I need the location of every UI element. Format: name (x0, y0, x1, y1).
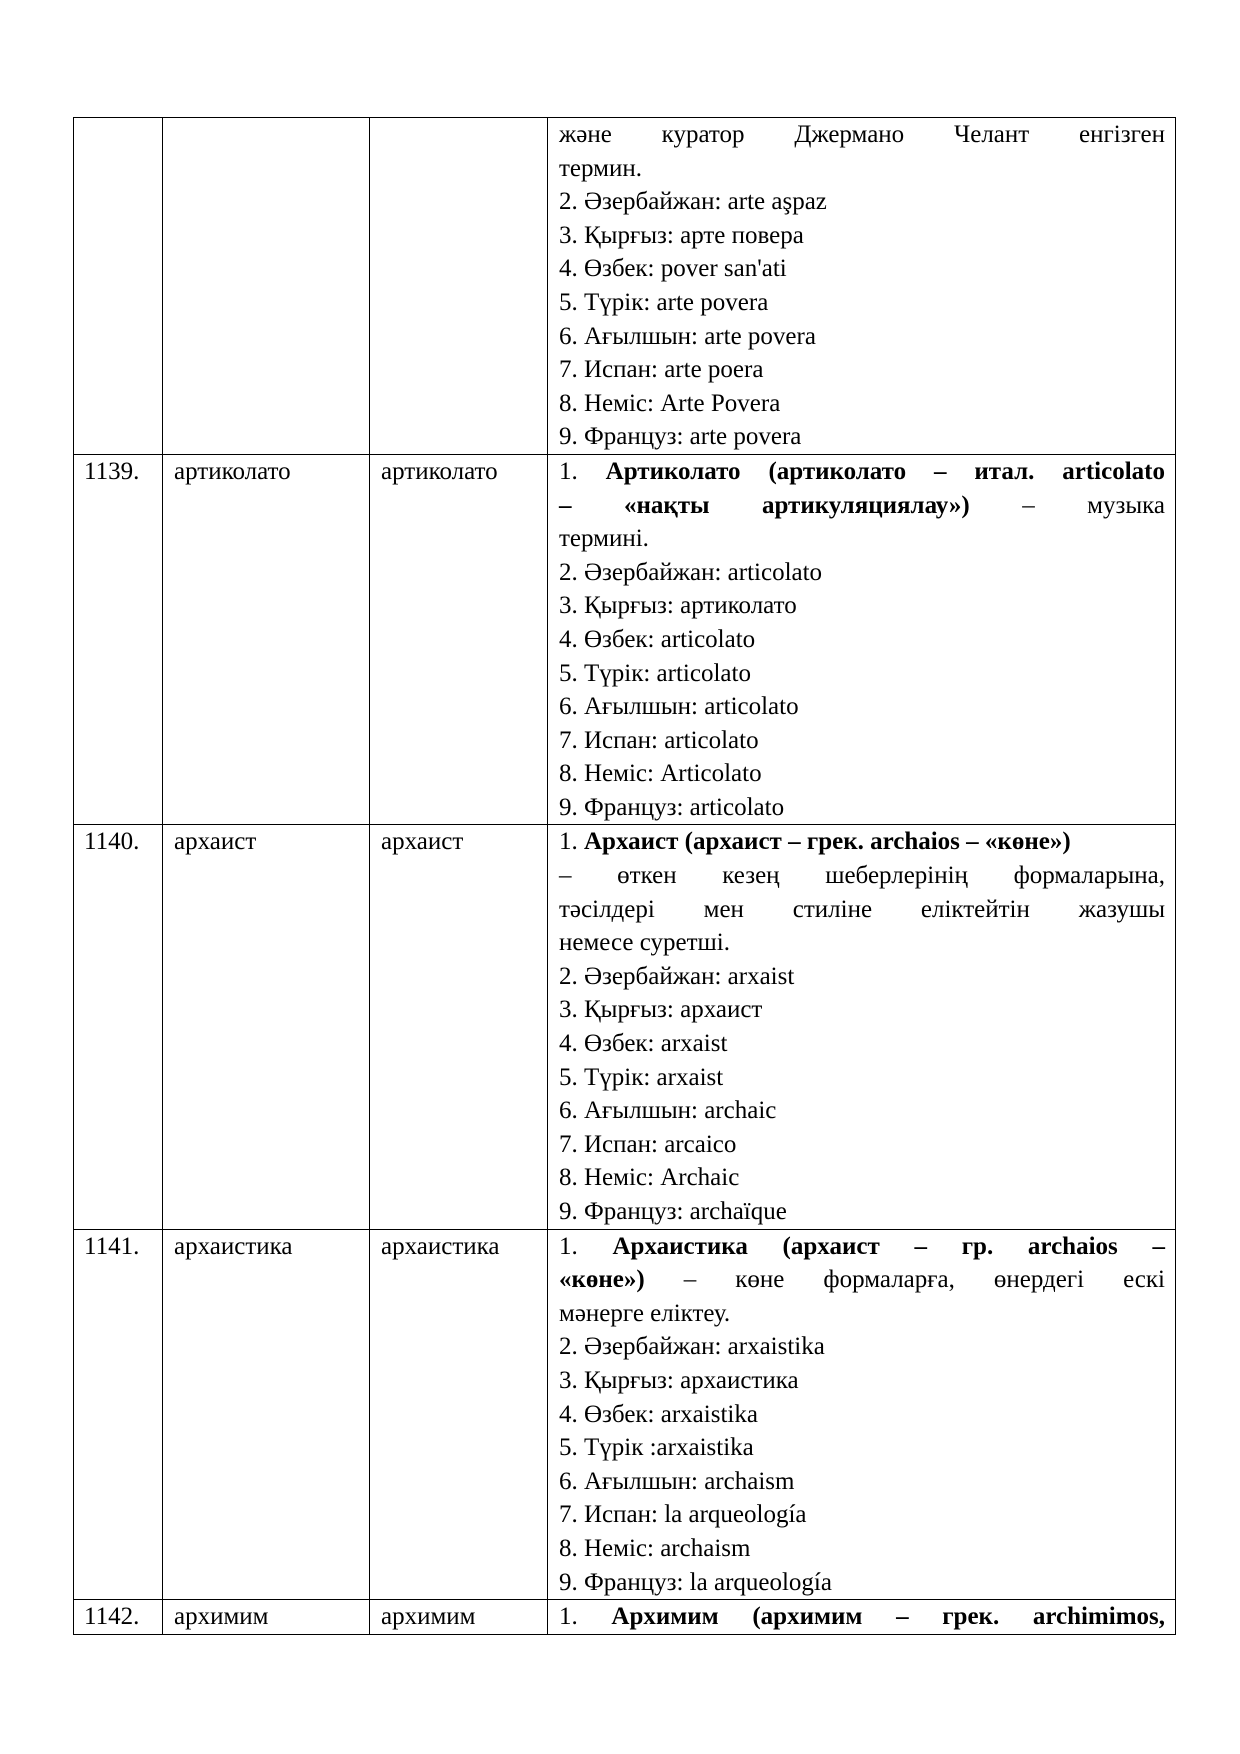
term-kazakh (163, 118, 370, 455)
definition-headword: Архимим (архимим – грек. archimimos, (611, 1603, 1166, 1631)
translation-line: 5. Түрік: arxaist (559, 1063, 724, 1091)
term-kazakh: архаистика (163, 1229, 370, 1600)
entry-number: 1142. (74, 1600, 163, 1635)
translation-line: 2. Әзербайжан: arxaist (559, 962, 795, 990)
definition-index: 1. (559, 1232, 613, 1260)
translation-line: 5. Түрік: arte povera (559, 288, 769, 316)
definition-line (559, 893, 1165, 927)
translation-line: 5. Түрік :arxaistika (559, 1434, 754, 1462)
translation-line: 3. Қырғыз: артиколато (559, 592, 797, 620)
definition-cell (548, 825, 1176, 1229)
translation-line: 8. Неміс: Articolato (559, 760, 762, 788)
term-russian: архаист (370, 825, 548, 1229)
definition-headword: Архаист (архаист – грек. archaios – «көне») (584, 828, 1071, 856)
term-russian (370, 118, 548, 455)
definition-line (559, 926, 1165, 960)
definition-cell (548, 118, 1176, 455)
term-russian: архимим (370, 1600, 548, 1635)
entry-number (74, 118, 163, 455)
definition-text: – өткен кезең шеберлерінің формаларына, (559, 862, 1165, 890)
translation-line: 2. Әзербайжан: articolato (559, 558, 823, 586)
translation-line: 4. Өзбек: arxaistika (559, 1400, 758, 1428)
translation-line: 6. Ағылшын: articolato (559, 693, 799, 721)
definition-headword: Архаистика (архаист – гр. archaios – (612, 1232, 1165, 1260)
translation-line: 7. Испан: arte poera (559, 356, 764, 384)
definition-index: 1. (559, 1603, 612, 1631)
entry-number: 1139. (74, 454, 163, 825)
translation-line: 4. Өзбек: pover san'ati (559, 255, 787, 283)
translation-line: 7. Испан: arcaico (559, 1130, 737, 1158)
definition-cell (548, 1229, 1176, 1600)
entry-number: 1140. (74, 825, 163, 1229)
definition-headword: «көне») (559, 1266, 645, 1294)
definition-index: 1. (559, 457, 606, 485)
translation-line: 8. Неміс: archaism (559, 1534, 751, 1562)
translation-line: 7. Испан: la arqueología (559, 1501, 807, 1529)
definition-text: термині. (559, 525, 649, 553)
table-row (74, 118, 1176, 455)
term-kazakh: артиколато (163, 454, 370, 825)
translation-line: 3. Қырғыз: архаист (559, 996, 763, 1024)
definition-headword: Артиколато (артиколато – итал. articolato (605, 457, 1165, 485)
translation-line: 3. Қырғыз: арте повера (559, 221, 804, 249)
definition-line (559, 1600, 1165, 1634)
definition-line (559, 522, 1165, 556)
definition-cell (548, 1600, 1176, 1635)
definition-text: – көне формаларға, өнердегі ескі (644, 1266, 1165, 1294)
term-kazakh: архимим (163, 1600, 370, 1635)
definition-line (559, 455, 1165, 489)
definition-text: мәнерге еліктеу. (559, 1299, 731, 1327)
translation-line: 2. Әзербайжан: arxaistika (559, 1333, 825, 1361)
translation-line: 7. Испан: articolato (559, 726, 759, 754)
translation-line: 6. Ағылшын: arte povera (559, 322, 816, 350)
table-row (74, 1600, 1176, 1635)
definition-line (559, 489, 1165, 523)
table-row (74, 454, 1176, 825)
term-russian: архаистика (370, 1229, 548, 1600)
table-row (74, 1229, 1176, 1600)
definition-line (559, 825, 1165, 859)
term-kazakh: архаист (163, 825, 370, 1229)
definition-line (559, 1263, 1165, 1297)
terminology-table (73, 117, 1176, 1635)
page (73, 117, 1175, 1635)
term-russian: артиколато (370, 454, 548, 825)
definition-text: тәсілдері мен стиліне еліктейтін жазушы (559, 895, 1165, 923)
translation-line: 2. Әзербайжан: arte aşpaz (559, 188, 827, 216)
definition-text: немесе суретші. (559, 929, 730, 957)
definition-headword: – «нақты артикуляциялау») (559, 491, 970, 519)
translation-line: 9. Француз: la arqueología (559, 1568, 832, 1596)
translation-line: 9. Француз: articolato (559, 793, 785, 821)
table-row (74, 825, 1176, 1229)
translation-line: 8. Неміс: Arte Povera (559, 389, 781, 417)
definition-line: термин. (559, 154, 642, 182)
translation-line: 6. Ағылшын: archaic (559, 1097, 777, 1125)
definition-line (559, 1297, 1165, 1331)
translation-line: 5. Түрік: articolato (559, 659, 751, 687)
definition-line (559, 859, 1165, 893)
translation-line: 4. Өзбек: articolato (559, 625, 756, 653)
translation-line: 3. Қырғыз: архаистика (559, 1366, 799, 1394)
definition-text: – музыка (969, 491, 1165, 519)
definition-index: 1. (559, 828, 584, 856)
translation-line: 8. Неміс: Archaic (559, 1164, 740, 1192)
definition-line: және куратор Джермано Челант енгізген (559, 121, 1165, 148)
definition-cell (548, 454, 1176, 825)
translation-line: 9. Француз: archaïque (559, 1198, 787, 1225)
translation-line: 6. Ағылшын: archaism (559, 1467, 795, 1495)
translation-line: 9. Француз: arte povera (559, 423, 802, 451)
translation-line: 4. Өзбек: arxaist (559, 1030, 728, 1058)
definition-line (559, 1230, 1165, 1264)
entry-number: 1141. (74, 1229, 163, 1600)
